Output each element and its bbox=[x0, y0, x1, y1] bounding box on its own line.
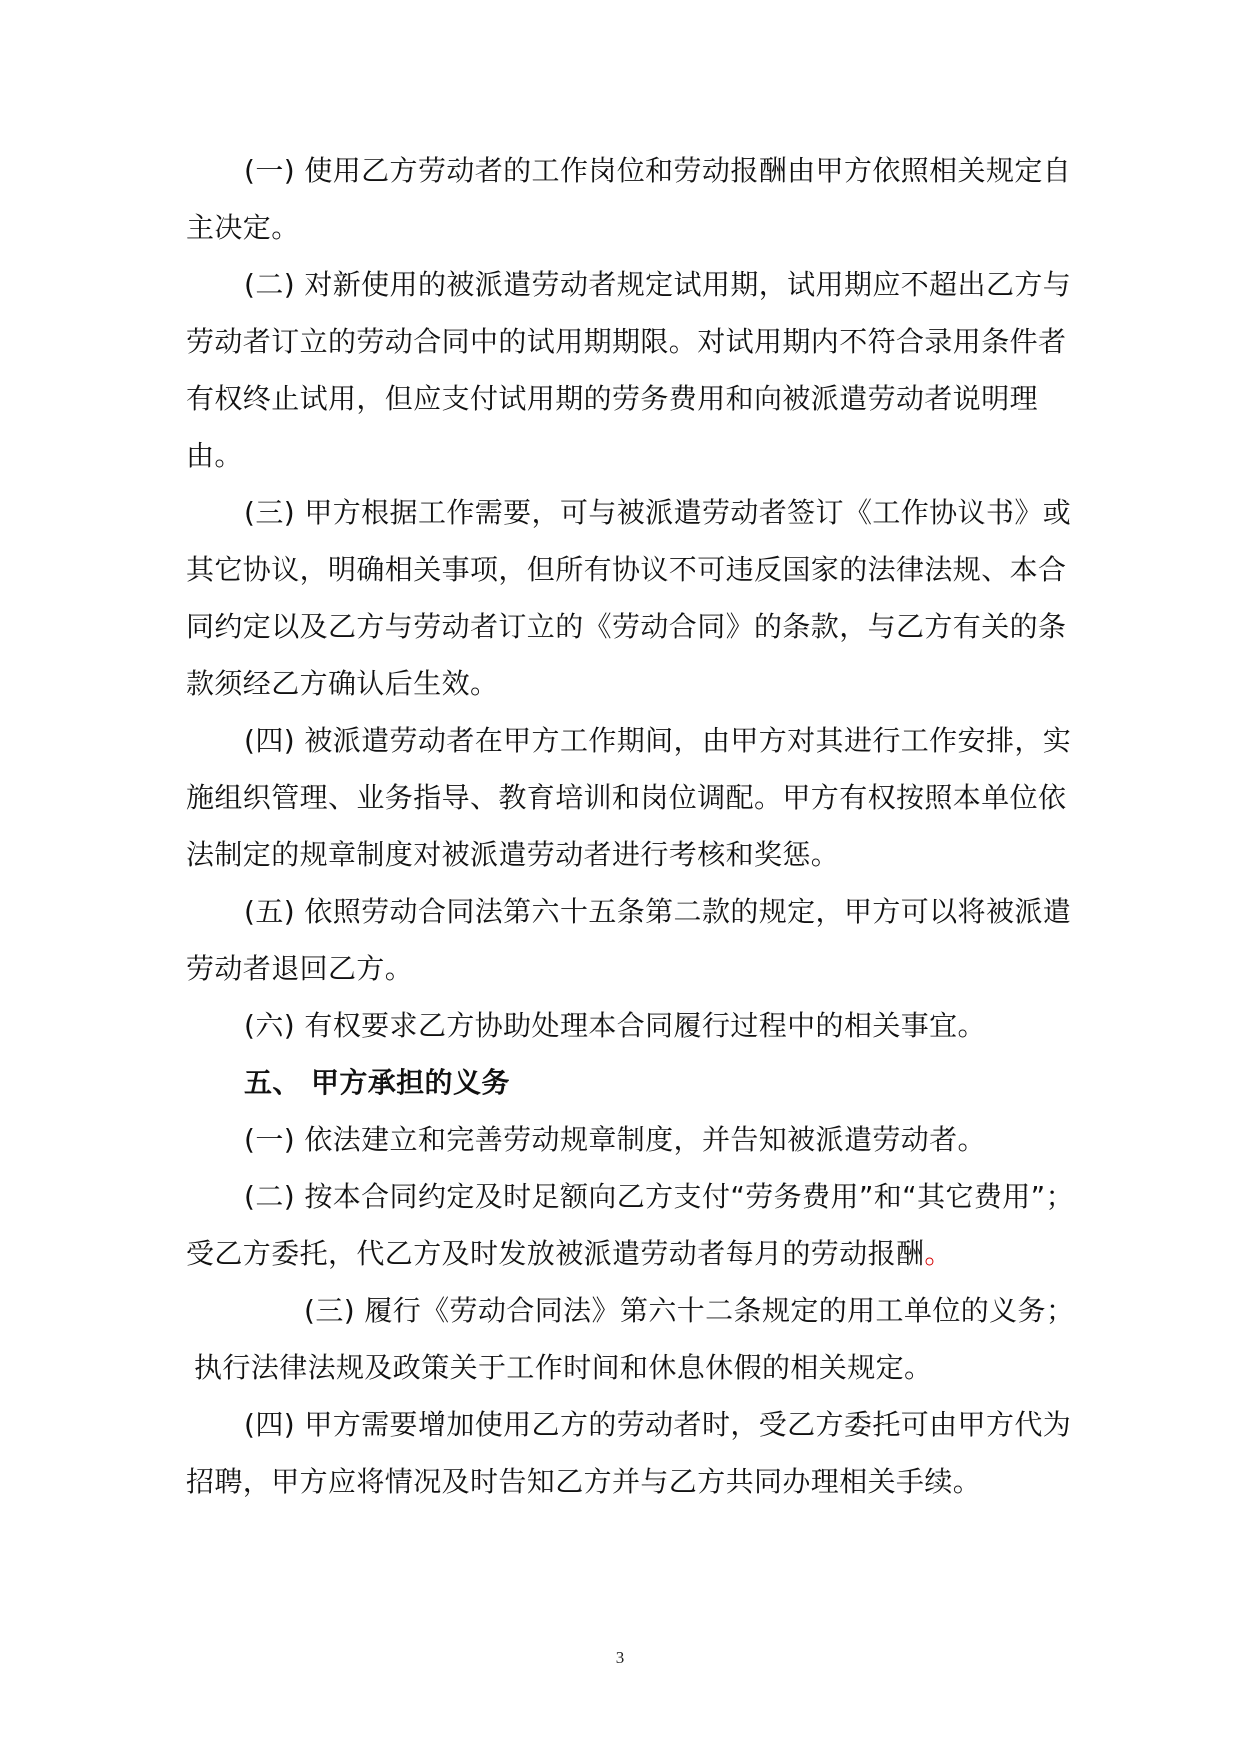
paragraph-obligation-3 bbox=[186, 1282, 1086, 1396]
paragraph-rights-4: (四) 被派遣劳动者在甲方工作期间，由甲方对其进行工作安排，实施组织管理、业务指导、教育培训和岗位调配。甲方有权按照本单位依法制定的规章制度对被派遣劳动者进行考核和奖惩。 bbox=[186, 724, 1072, 871]
paragraph-obligation-4: (四) 甲方需要增加使用乙方的劳动者时，受乙方委托可由甲方代为招聘，甲方应将情况及时告知乙方并与乙方共同办理相关手续。 bbox=[186, 1408, 1072, 1498]
paragraph-rights-3: (三) 甲方根据工作需要，可与被派遣劳动者签订《工作协议书》或其它协议，明确相关事项，但所有协议不可违反国家的法律法规、本合同约定以及乙方与劳动者订立的《劳动合同》的条款，与乙方有关的条款须经乙方确认后生效。 bbox=[186, 496, 1072, 700]
paragraph-rights-1: (一) 使用乙方劳动者的工作岗位和劳动报酬由甲方依照相关规定自主决定。 bbox=[186, 154, 1072, 244]
section-heading-obligations: 五、 甲方承担的义务 bbox=[244, 1066, 510, 1099]
page-body bbox=[186, 142, 1086, 1510]
paragraph-rights-5: (五) 依照劳动合同法第六十五条第二款的规定，甲方可以将被派遣劳动者退回乙方。 bbox=[186, 895, 1072, 985]
paragraph-obligation-1: (一) 依法建立和完善劳动规章制度，并告知被派遣劳动者。 bbox=[244, 1123, 986, 1156]
paragraph-rights-2: (二) 对新使用的被派遣劳动者规定试用期，试用期应不超出乙方与劳动者订立的劳动合同中的试用期期限。对试用期内不符合录用条件者有权终止试用，但应支付试用期的劳务费用和向被派遣劳动者说明理由。 bbox=[186, 268, 1072, 472]
red-period-mark: 。 bbox=[924, 1237, 953, 1270]
obligation-3-line-1: (三) 履行《劳动合同法》第六十二条规定的用工单位的义务； bbox=[304, 1294, 1075, 1327]
obligation-3-line-2: 执行法律法规及政策关于工作时间和休息休假的相关规定。 bbox=[194, 1351, 933, 1384]
paragraph-rights-6: (六) 有权要求乙方协助处理本合同履行过程中的相关事宜。 bbox=[244, 1009, 986, 1042]
page-number: 3 bbox=[615, 1648, 625, 1667]
obligation-2-text: (二) 按本合同约定及时足额向乙方支付“劳务费用”和“其它费用”；受乙方委托，代乙方及时发放被派遣劳动者每月的劳动报酬 bbox=[186, 1180, 1074, 1270]
paragraph-obligation-2 bbox=[186, 1168, 1086, 1282]
